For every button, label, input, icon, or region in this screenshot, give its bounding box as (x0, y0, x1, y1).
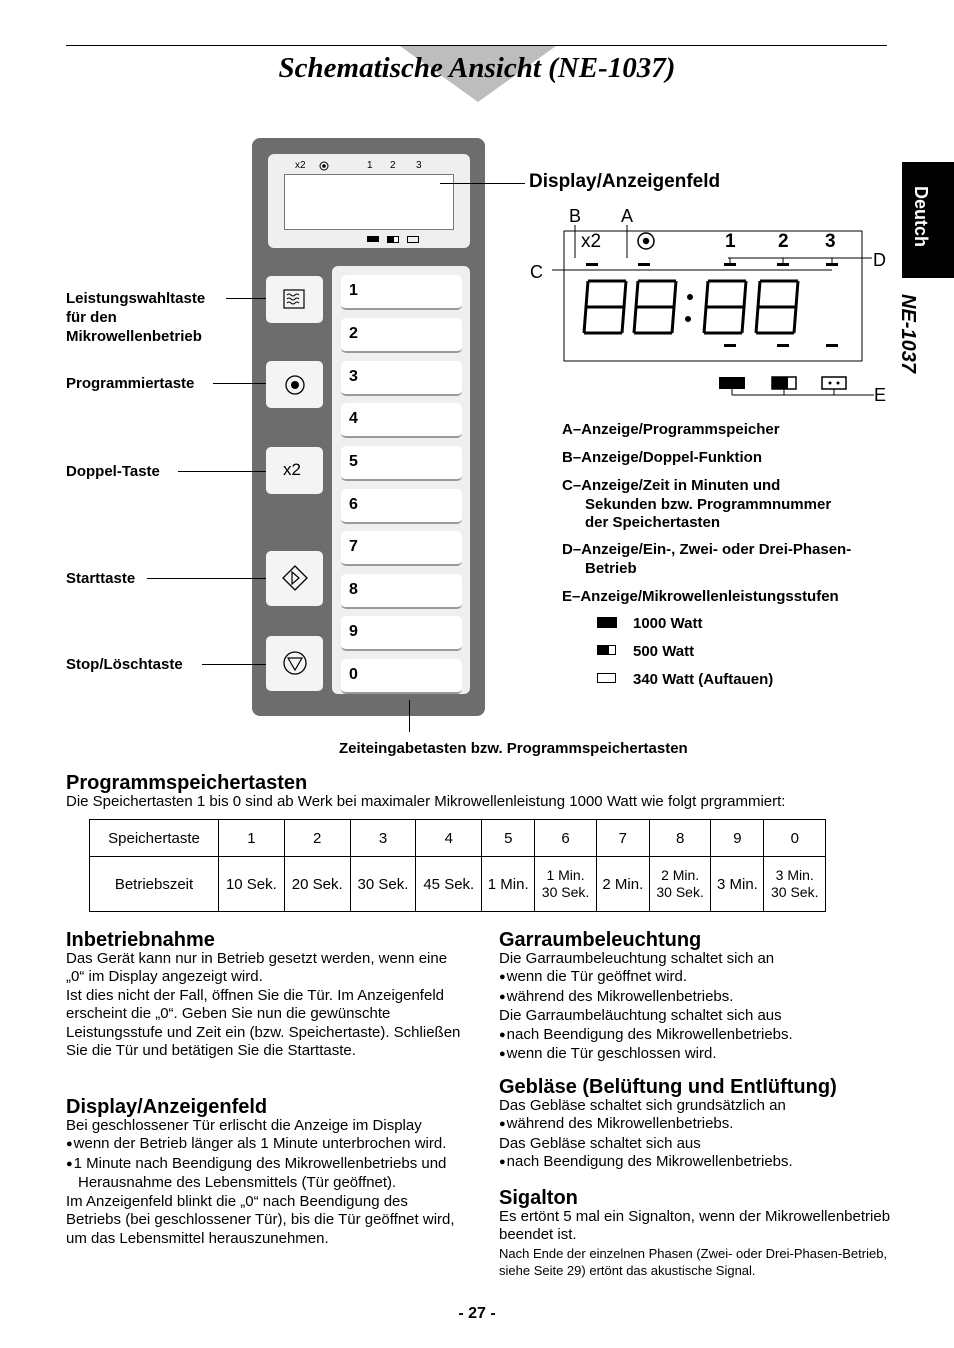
number-button-3[interactable]: 3 (341, 361, 462, 396)
legend-a: A–Anzeige/Programmspeicher (562, 421, 780, 438)
page-number: - 27 - (458, 1305, 496, 1322)
section-display: Display/Anzeigenfeld Bei geschlossener Tür erlischt die Anzeige im Display ● wenn der Betrieb länger als 1 Minute unterbrochen wird. ● 1 Minute nach Beendigung des Mikrowellenbetriebs und Herausnahme des Lebensmittels (Tür geöffnet). Im Anzeigenfeld blinkt die „0“ nach Beendigung des Betriebs (bei geschlossener Tür), bis die Tür geöffnet wird, um das Lebensmittel herauszunehmen. (66, 1098, 461, 1248)
display-x2: x2 (581, 231, 602, 252)
stop-icon (282, 650, 308, 676)
legend-c: C–Anzeige/Zeit in Minuten und Sekunden bzw. Programmnummer der Speichertasten (562, 477, 832, 531)
number-button-6[interactable]: 6 (341, 489, 462, 524)
stop-button[interactable] (266, 636, 323, 691)
power-half-icon (387, 236, 399, 243)
section-inbetriebnahme: Inbetriebnahme Das Gerät kann nur in Betrieb gesetzt werden, wenn eine „0“ im Display angezeigt wird. Ist dies nicht der Fall, öffnen Sie die Tür. Im Anzeigenfeld erscheint die „0“. Geben Sie nun die gewünschte Leistungsstufe und Zeit ein (bzw. Speichertaste). Schließen Sie die Tür und betätigen Sie die Starttaste. (66, 929, 461, 1059)
power-half-icon (597, 645, 616, 655)
start-icon (282, 565, 308, 591)
legend-e: E–Anzeige/Mikrowellenleistungsstufen (562, 588, 839, 605)
power-full-icon (597, 617, 617, 628)
side-model-label: NE-1037 (897, 294, 919, 373)
panel-display: x2 1 2 3 (268, 154, 470, 248)
label-time-keys: Zeiteingabetasten bzw. Programmspeichertasten (339, 740, 688, 757)
marker-a: A (621, 206, 634, 226)
microwave-power-icon (283, 289, 305, 309)
number-button-4[interactable]: 4 (341, 403, 462, 438)
label-display: Display/Anzeigenfeld (529, 171, 721, 192)
legend-d: D–Anzeige/Ein-, Zwei- oder Drei-Phasen- Betrieb (562, 541, 852, 577)
marker-d: D (873, 250, 886, 270)
marker-e: E (874, 385, 887, 405)
section-garraum: Garraumbeleuchtung Die Garraumbeleuchtung schaltet sich an ● wenn die Tür geöffnet wird. ● während des Mikrowellenbetriebs. Die Garraumbeläuchtung schaltet sich aus ● nach Beendigung des Mikrowellenbetriebs. ● wenn die Tür geschlossen wird. (499, 931, 894, 1065)
legend-b: B–Anzeige/Doppel-Funktion (562, 449, 762, 466)
label-program: Programmiertaste (66, 375, 195, 392)
section-geblaese: Gebläse (Belüftung und Entlüftung) Das Gebläse schaltet sich grundsätzlich an ● während des Mikrowellenbetriebs. Das Gebläse schaltet sich aus ● nach Beendigung des Mikrowellenbetriebs. (499, 1078, 894, 1173)
number-button-7[interactable]: 7 (341, 531, 462, 566)
number-button-1[interactable]: 1 (341, 275, 462, 310)
language-tab: Deutch (902, 162, 954, 278)
marker-c: C (530, 262, 543, 282)
memory-table: Speichertaste 1 2 3 4 5 6 7 8 9 0 Betriebszeit 10 Sek. 20 Sek. 30 Sek. 45 Sek. 1 Min. 1 Min. 30 Sek. 2 Min. 2 Min. 30 Sek. 3 Min. 3 Min. 30 Sek. (89, 819, 826, 912)
number-button-0[interactable]: 0 (341, 659, 462, 694)
section-memory: Programmspeichertasten Die Speichertasten 1 bis 0 sind ab Werk bei maximaler Mikrowellenleistung 1000 Watt wie folgt prgrammiert: (66, 772, 786, 810)
marker-b: B (569, 206, 582, 226)
label-stop: Stop/Löschtaste (66, 656, 183, 673)
program-button[interactable] (266, 361, 323, 408)
power-defrost-icon (597, 673, 616, 683)
number-button-8[interactable]: 8 (341, 574, 462, 609)
power-full-icon (367, 236, 379, 242)
program-icon (319, 161, 329, 171)
label-power: Leistungswahltaste für den Mikrowellenbetrieb (66, 290, 206, 345)
label-double: Doppel-Taste (66, 463, 160, 480)
start-button[interactable] (266, 551, 323, 606)
page-title: Schematische Ansicht (NE-1037) (278, 52, 676, 84)
display-window (284, 174, 454, 230)
number-button-2[interactable]: 2 (341, 318, 462, 353)
number-button-5[interactable]: 5 (341, 446, 462, 481)
program-icon (284, 374, 306, 396)
number-button-9[interactable]: 9 (341, 616, 462, 651)
power-button[interactable] (266, 276, 323, 323)
section-sigalton: Sigalton Es ertönt 5 mal ein Signalton, wenn der Mikrowellenbetrieb beendet ist. Nach Ende der einzelnen Phasen (Zwei- oder Drei-Phasen-Betrieb, siehe Seite 29) ertönt das akustische Signal. (499, 1187, 891, 1278)
label-start: Starttaste (66, 570, 136, 587)
double-button[interactable]: x2 (266, 447, 323, 494)
power-defrost-icon (407, 236, 419, 243)
